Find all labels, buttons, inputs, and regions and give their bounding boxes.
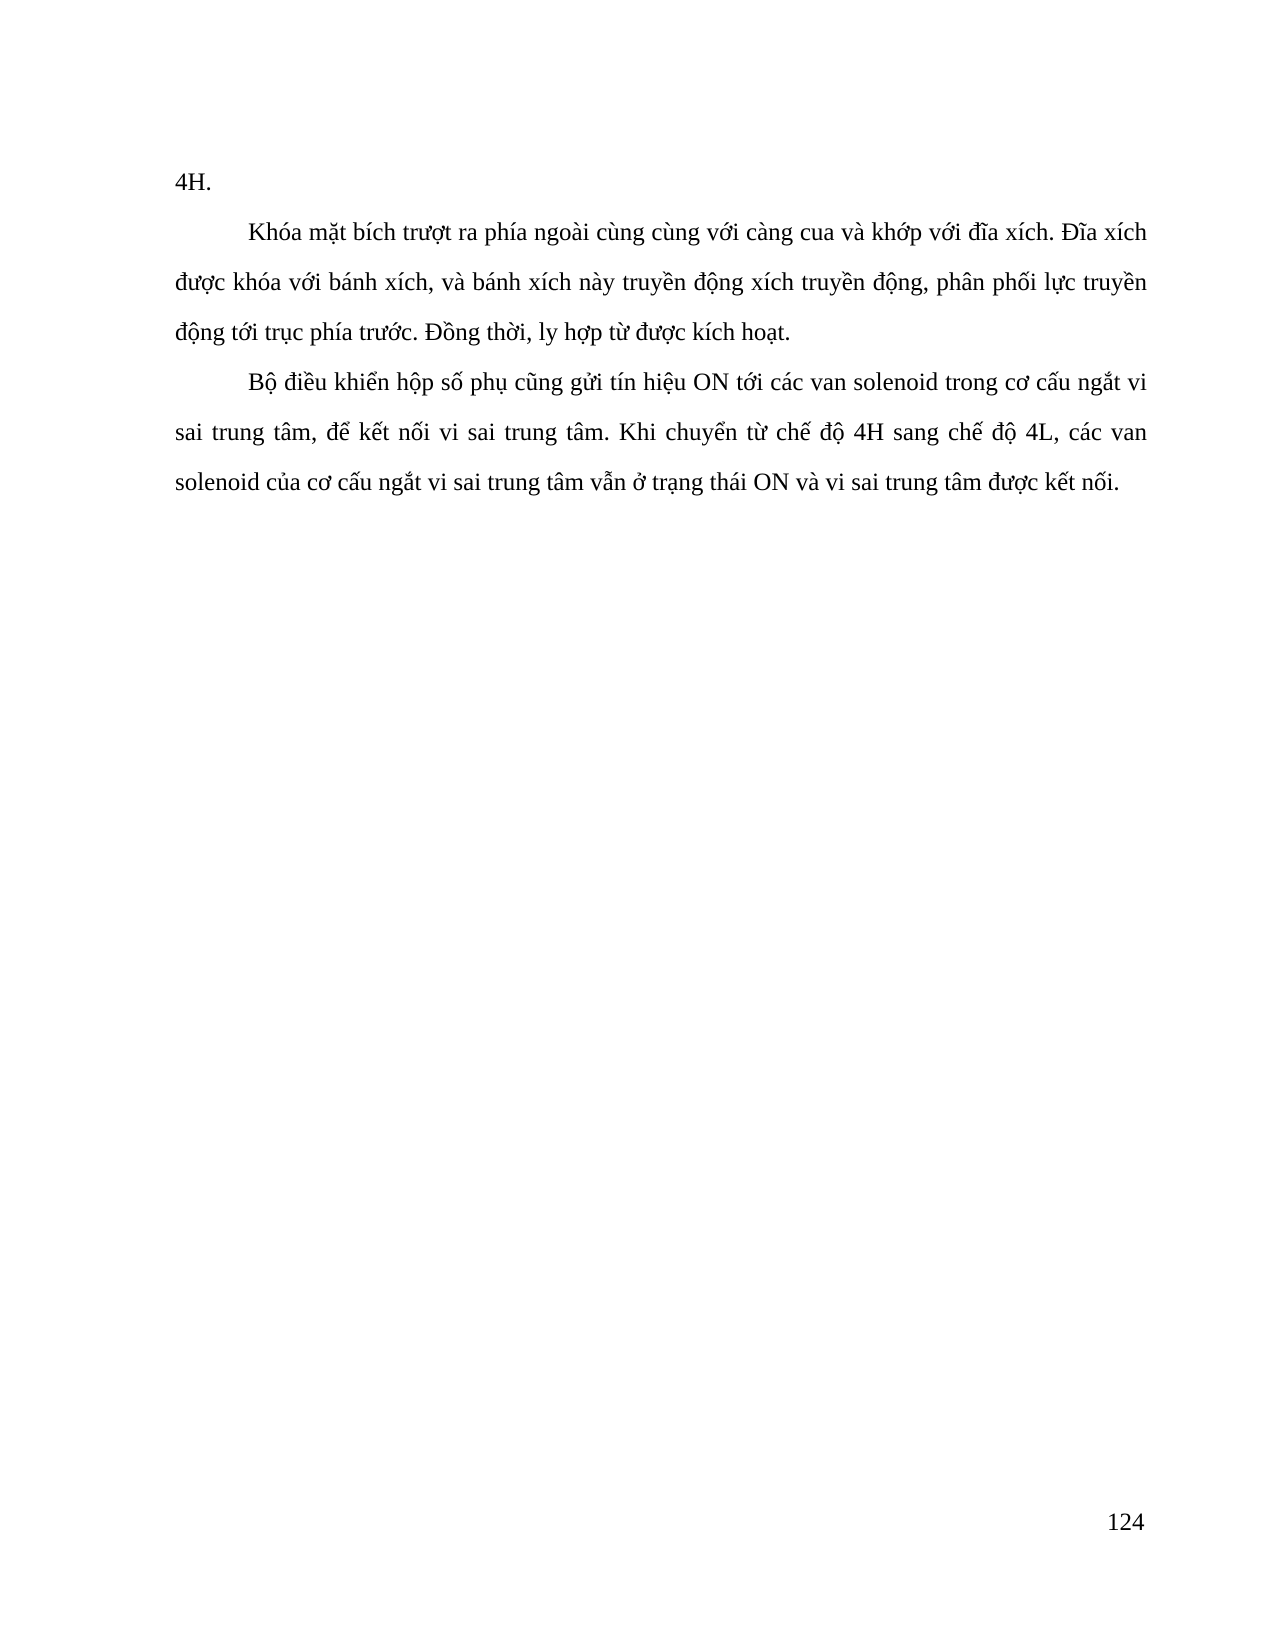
- paragraph-solenoid-valves: Bộ điều khiển hộp số phụ cũng gửi tín hiệu ON tới các van solenoid trong cơ cấu ngắt vi sai trung tâm, để kết nối vi sai trung tâm. Khi chuyển từ chế độ 4H sang chế độ 4L, các van solenoid của cơ cấu ngắt vi sai trung tâm vẫn ở trạng thái ON và vi sai trung tâm được kết nối.: [175, 369, 1147, 496]
- paragraph-flange-lock: Khóa mặt bích trượt ra phía ngoài cùng cùng với càng cua và khớp với đĩa xích. Đĩa xích được khóa với bánh xích, và bánh xích này truyền động xích truyền động, phân phối lực truyền động tới trục phía trước. Đồng thời, ly hợp từ được kích hoạt.: [175, 219, 1147, 346]
- body-text: [175, 158, 1147, 508]
- page-number: 124: [1107, 1509, 1145, 1536]
- continued-text-line: 4H.: [175, 169, 212, 196]
